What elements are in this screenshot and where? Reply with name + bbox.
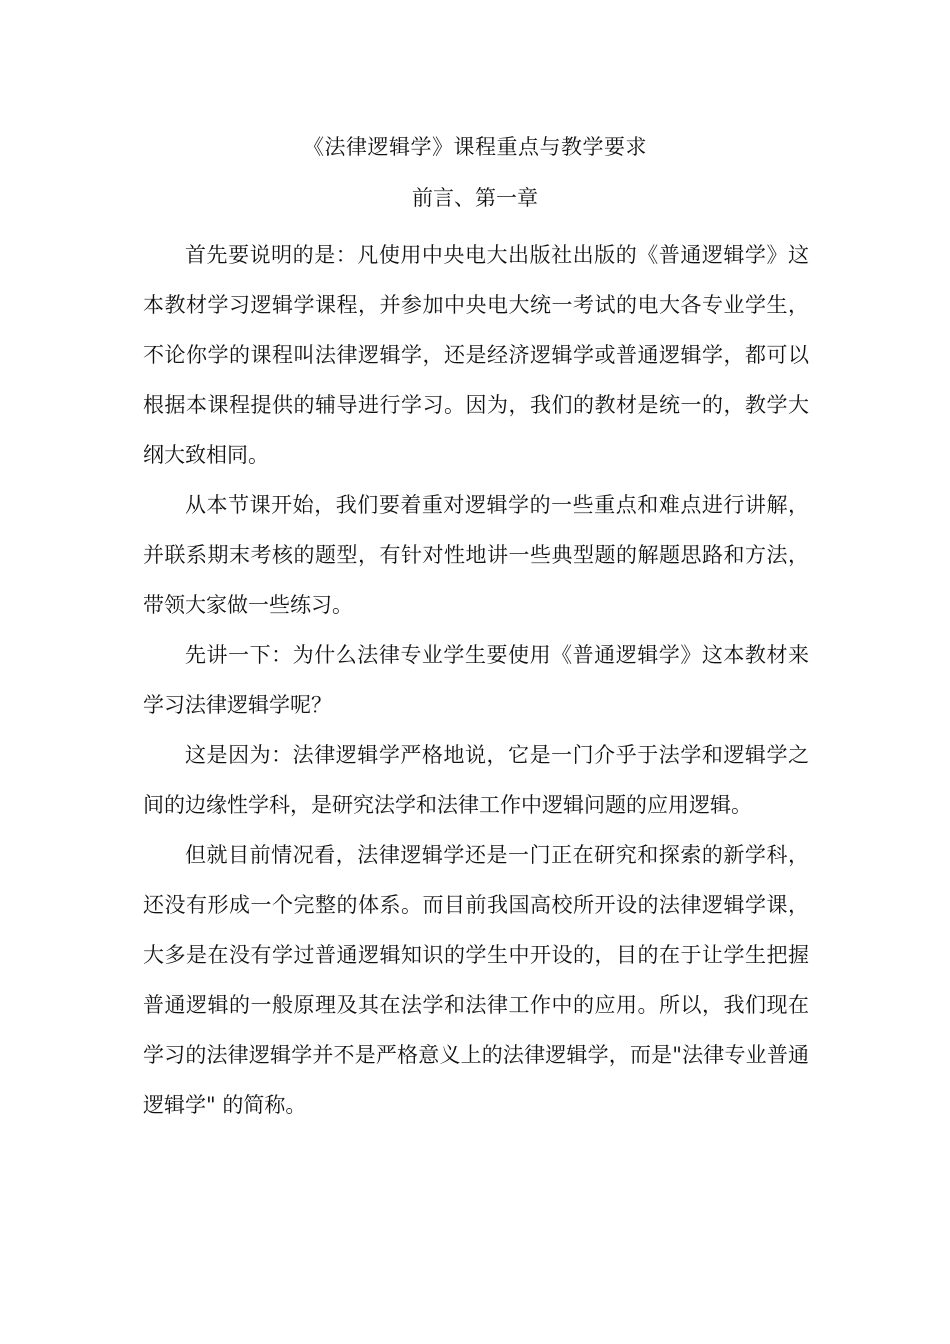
paragraph: 从本节课开始，我们要着重对逻辑学的一些重点和难点进行讲解，并联系期末考核的题型，有针对性地讲一些典型题的解题思路和方法，带领大家做一些练习。 bbox=[143, 493, 809, 617]
paragraph: 但就目前情况看，法律逻辑学还是一门正在研究和探索的新学科，还没有形成一个完整的体系。而目前我国高校所开设的法律逻辑学课，大多是在没有学过普通逻辑知识的学生中开设的，目的在于让学生把握普通逻辑的一般原理及其在法学和法律工作中的应用。所以，我们现在学习的法律逻辑学并不是严格意义上的法律逻辑学，而是"法律专业普通逻辑学" 的简称。 bbox=[143, 843, 809, 1117]
paragraph: 先讲一下：为什么法律专业学生要使用《普通逻辑学》这本教材来学习法律逻辑学呢？ bbox=[143, 643, 809, 717]
document-subtitle: 前言、第一章 bbox=[412, 186, 538, 210]
paragraph: 这是因为：法律逻辑学严格地说，它是一门介乎于法学和逻辑学之间的边缘性学科，是研究法学和法律工作中逻辑问题的应用逻辑。 bbox=[143, 743, 809, 817]
document-title: 《法律逻辑学》课程重点与教学要求 bbox=[303, 135, 647, 159]
document-body bbox=[143, 230, 809, 1130]
paragraph: 首先要说明的是：凡使用中央电大出版社出版的《普通逻辑学》这本教材学习逻辑学课程，并参加中央电大统一考试的电大各专业学生，不论你学的课程叫法律逻辑学，还是经济逻辑学或普通逻辑学，都可以根据本课程提供的辅导进行学习。因为，我们的教材是统一的，教学大纲大致相同。 bbox=[143, 243, 809, 467]
